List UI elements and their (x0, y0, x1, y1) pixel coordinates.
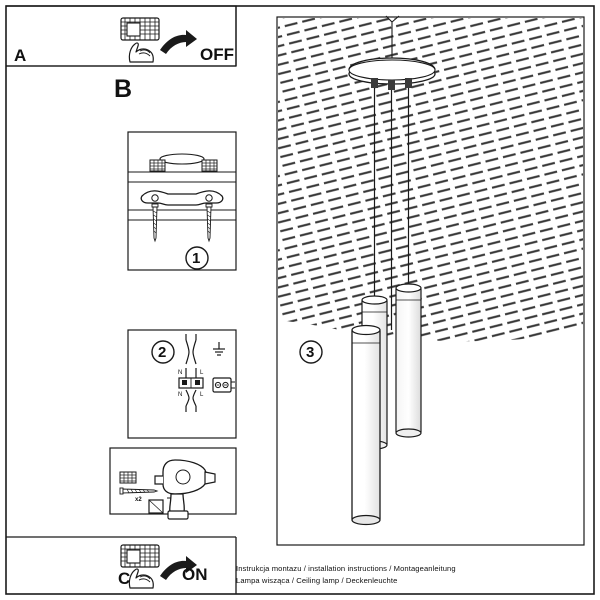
footer-title: Instrukcja montazu / installation instructions / Montageanleitung (236, 564, 456, 573)
step-c-state-on: ON (182, 565, 208, 584)
step-a-state-off: OFF (200, 45, 234, 64)
terminal-label-n-top: N (178, 370, 183, 376)
wall-switch-icon-c (121, 545, 159, 567)
screw-icon-left (152, 204, 158, 241)
lamp-tube-right (396, 284, 421, 437)
hand-icon-a (129, 43, 153, 62)
hand-icon-c (129, 569, 153, 588)
ground-symbol-icon (213, 342, 225, 355)
terminal-label-l-top: L (200, 370, 204, 376)
wall-switch-icon-a (121, 18, 159, 40)
drill-bit-holder (149, 500, 163, 513)
arrow-off-icon (160, 30, 197, 54)
drill-diagram (120, 460, 215, 519)
lamp-tube-front (352, 326, 380, 525)
step-a-letter: A (14, 46, 27, 65)
footer-subtitle: Lampa wisząca / Ceiling lamp / Deckenleuchte (236, 576, 398, 585)
terminal-block-icon (213, 378, 235, 392)
step-b-letter: B (114, 75, 133, 103)
step-3-number: 3 (306, 344, 315, 361)
step-2-number: 2 (158, 344, 167, 361)
screw-icon-right (206, 204, 212, 241)
wall-plug-icon-left (150, 160, 165, 171)
drill-quantity-label: x2 (135, 497, 142, 503)
terminal-label-l-bottom: L (200, 392, 204, 398)
step-1-number: 1 (192, 250, 201, 267)
step-c-letter: C (118, 569, 131, 588)
wall-plug-icon-drill (120, 472, 136, 483)
wall-plug-icon-right (202, 160, 217, 171)
terminal-label-n-bottom: N (178, 392, 183, 398)
power-drill-icon (155, 460, 215, 519)
ceiling-bracket-diagram (128, 154, 236, 269)
screw-icon-drill (120, 488, 157, 494)
